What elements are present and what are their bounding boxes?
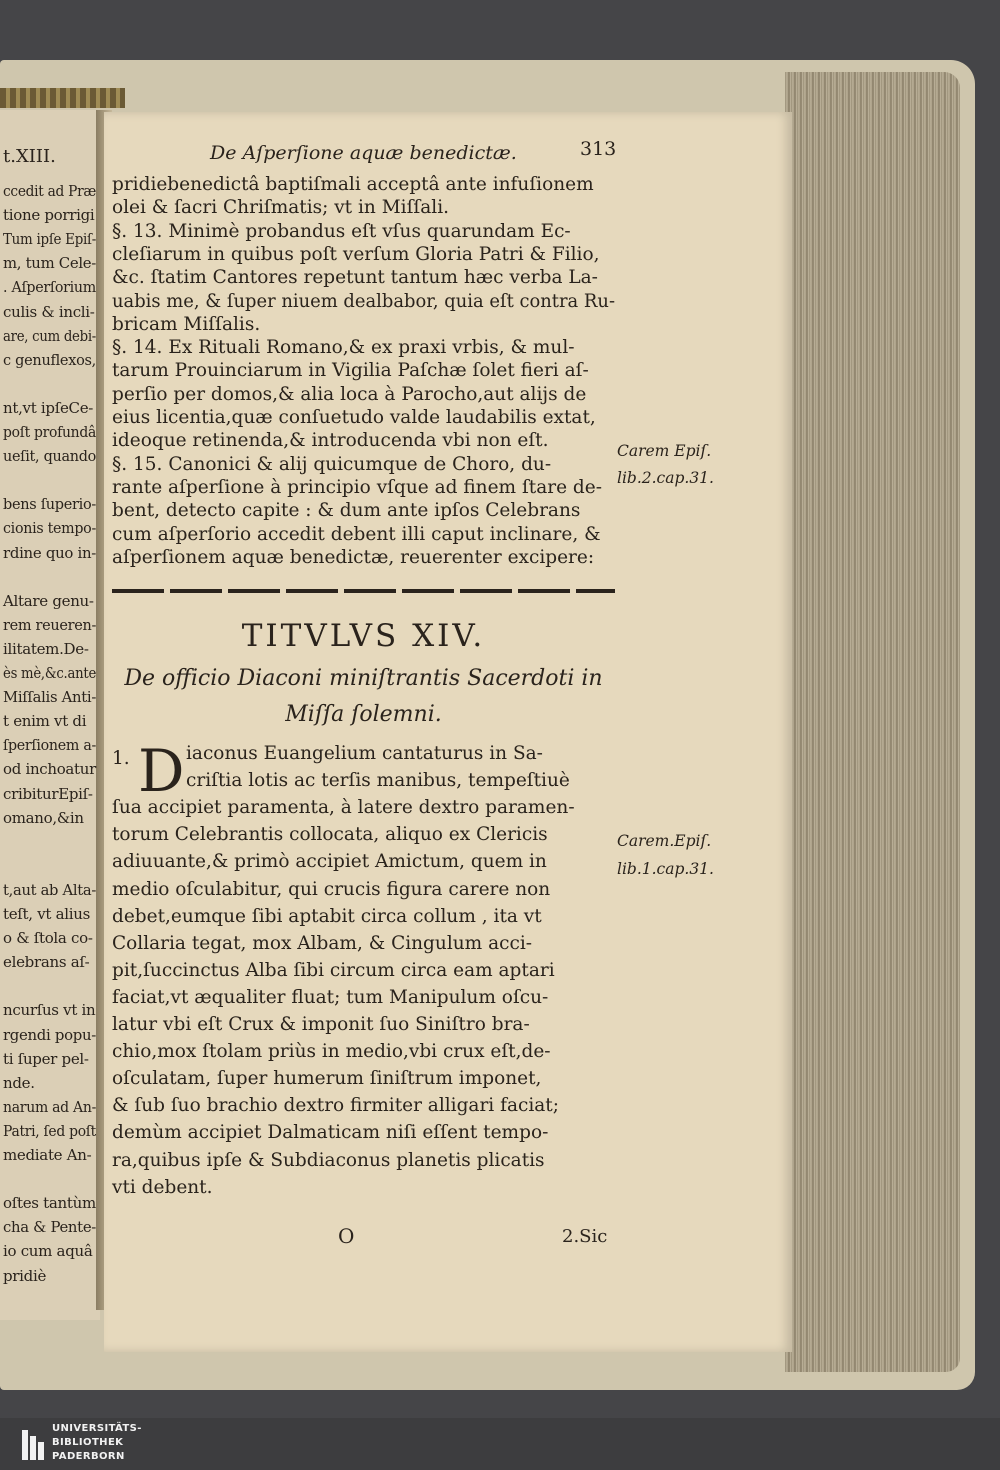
text-line: §. 13. Minimè probandus eſt vſus quarundam Ec-	[112, 220, 571, 242]
text-line: vti debent.	[112, 1176, 213, 1198]
left-page-line: culis & incli-	[3, 302, 95, 321]
side-note-2-line-1: Carem.Epiſ.	[617, 832, 712, 850]
text-line: ra,quibus ipſe & Subdiaconus planetis plicatis	[112, 1149, 545, 1171]
text-line: cleſiarum in quibus poſt verſum Gloria Patri & Filio,	[112, 243, 600, 265]
section-subtitle-line-2: Miſſa ſolemni.	[285, 702, 442, 727]
signature-mark: O	[338, 1224, 355, 1248]
left-page-line: rem reueren-	[3, 615, 97, 634]
text-line: faciat,vt æqualiter fluat; tum Manipulum oſcu-	[112, 986, 549, 1008]
left-page-line: are, cum debi-	[3, 326, 97, 345]
left-page-line: ccedit ad Præ	[3, 182, 97, 200]
section-subtitle-line-1: De officio Diaconi miniſtrantis Sacerdoti in	[124, 666, 603, 691]
left-page-line: poſt profundâ	[3, 423, 96, 441]
left-page-line: rdine quo in-	[3, 543, 97, 562]
left-page-line: Altare genu-	[3, 591, 94, 610]
left-page-line: oſtes tantùm	[3, 1194, 96, 1213]
text-line: medio oſculabitur, qui crucis figura carere non	[112, 878, 551, 900]
left-page-line: . Aſperſorium	[3, 278, 97, 297]
paragraph-number: 1.	[112, 748, 130, 769]
text-line: latur vbi eſt Crux & imponit ſuo Siniſtro bra-	[112, 1014, 530, 1035]
page-fore-edge	[785, 72, 960, 1372]
text-line: cum aſperſorio accedit debent illi caput inclinare, &	[112, 523, 601, 545]
left-page-line: bens ſuperio-	[3, 495, 96, 514]
left-page-line: ſperſionem a-	[3, 736, 97, 755]
text-line: §. 15. Canonici & alij quicumque de Choro, du-	[112, 453, 552, 475]
left-page-line: cionis tempo-	[3, 519, 96, 538]
left-page-line: teſt, vt alius	[3, 905, 90, 923]
section-title: TITVLVS XIV.	[241, 618, 486, 654]
text-line: olei & ſacri Chriſmatis; vt in Miſſali.	[112, 197, 450, 219]
text-line: rante aſperſione à principio vſque ad finem ſtare de-	[112, 476, 602, 498]
drop-cap: D	[138, 737, 185, 805]
text-line: pridiebenedictâ baptiſmali acceptâ ante infuſionem	[112, 174, 594, 195]
left-page-line: omano,&in	[3, 808, 84, 827]
side-note-1-line-1: Carem Epiſ.	[617, 442, 712, 460]
text-line: chio,mox ſtolam priùs in medio,vbi crux eſt,de-	[112, 1041, 551, 1063]
ornamental-rule	[112, 589, 615, 593]
text-line: eius licentia,quæ conſuetudo valde laudabilis extat,	[112, 407, 596, 428]
text-line: demùm accipiet Dalmaticam niſi eſſent tempo-	[112, 1122, 549, 1144]
left-page-line: pridiè	[3, 1266, 47, 1285]
left-page-line: Patri, ſed poſt	[3, 1121, 96, 1140]
left-page-line: Tum ipſe Epiſ-	[3, 230, 97, 249]
text-line: ſua accipiet paramenta, à latere dextro paramen-	[112, 797, 575, 819]
left-page-line: nt,vt ipſeCe-	[3, 398, 94, 417]
text-line: oſculatam, ſuper humerum ſiniſtrum imponet,	[112, 1068, 542, 1090]
side-note-1-line-2: lib.2.cap.31.	[617, 469, 714, 487]
logo-text-line-1: UNIVERSITÄTS-	[52, 1423, 142, 1434]
text-line: pit,ſuccinctus Alba ſibi circum circa eam aptari	[112, 959, 555, 981]
left-page-line: io cum aquâ	[3, 1242, 93, 1261]
text-line: tarum Prouinciarum in Vigilia Paſchæ ſolet fieri aſ-	[112, 360, 589, 382]
text-line: bricam Miſſalis.	[112, 313, 261, 335]
text-line: aſperſionem aquæ benedictæ, reuerenter excipere:	[112, 546, 595, 568]
left-page-line: cha & Pente-	[3, 1218, 97, 1237]
left-page-line: m, tum Cele-	[3, 254, 96, 273]
text-line: perſio per domos,& alia loca à Parocho,aut alijs de	[112, 383, 587, 405]
text-line: criſtia lotis ac terſis manibus, tempeſtiuè	[186, 770, 570, 792]
left-page-line: t enim vt di	[3, 712, 87, 731]
left-page-line: ti ſuper pel-	[3, 1049, 89, 1068]
text-line: ideoque retinenda,& introducenda vbi non eſt.	[112, 430, 549, 452]
text-line: torum Celebrantis collocata, aliquo ex Clericis	[112, 824, 548, 846]
left-page-line: nde.	[3, 1073, 35, 1092]
left-page-line: Miſſalis Anti-	[3, 688, 97, 707]
left-page-line: mediate An-	[3, 1146, 92, 1164]
library-logo-icon	[22, 1430, 48, 1460]
left-page-line: narum ad An-	[3, 1097, 97, 1116]
left-page-line: od inchoatur	[3, 760, 96, 779]
side-note-2-line-2: lib.1.cap.31.	[617, 860, 714, 878]
left-page-line: tione porrigi	[3, 206, 95, 225]
text-line: uabis me, & ſuper niuem dealbabor, quia eſt contra Ru-	[112, 290, 616, 312]
page-number: 313	[580, 138, 617, 160]
text-line: &c. ſtatim Cantores repetunt tantum hæc verba La-	[112, 267, 598, 289]
left-page-line: o & ſtola co-	[3, 929, 93, 948]
left-page-line: cribiturEpiſ-	[3, 784, 93, 803]
library-footer	[0, 1418, 1000, 1470]
left-running-head: t.XIII.	[3, 146, 56, 167]
text-line: §. 14. Ex Rituali Romano,& ex praxi vrbis, & mul-	[112, 337, 575, 359]
logo-text-line-2: BIBLIOTHEK	[52, 1437, 124, 1448]
left-page-line: ncurſus vt in	[3, 1001, 96, 1020]
running-head: De Aſperſione aquæ benedictæ.	[210, 142, 517, 164]
left-page-line: ilitatem.De-	[3, 639, 89, 658]
left-page-line: ès mè,&c.ante	[3, 664, 97, 682]
headband	[0, 88, 125, 108]
left-page-line: rgendi popu-	[3, 1025, 96, 1044]
text-line: Collaria tegat, mox Albam, & Cingulum acci-	[112, 932, 532, 954]
left-page-line: c genuflexos,	[3, 350, 96, 369]
left-page-line: elebrans aſ-	[3, 953, 90, 972]
text-line: bent, detecto capite : & dum ante ipſos Celebrans	[112, 500, 581, 522]
text-line: & ſub ſuo brachio dextro firmiter alligari faciat;	[112, 1095, 559, 1117]
left-page-line: ueſit, quando	[3, 447, 96, 466]
catchword: 2.Sic	[562, 1226, 608, 1247]
text-line: iaconus Euangelium cantaturus in Sa-	[186, 743, 543, 764]
text-line: debet,eumque ſibi aptabit circa collum , ita vt	[112, 905, 542, 927]
logo-text-line-3: PADERBORN	[52, 1451, 125, 1462]
text-line: adiuuante,& primò accipiet Amictum, quem in	[112, 851, 547, 873]
left-page-line: t,aut ab Alta-	[3, 880, 96, 899]
